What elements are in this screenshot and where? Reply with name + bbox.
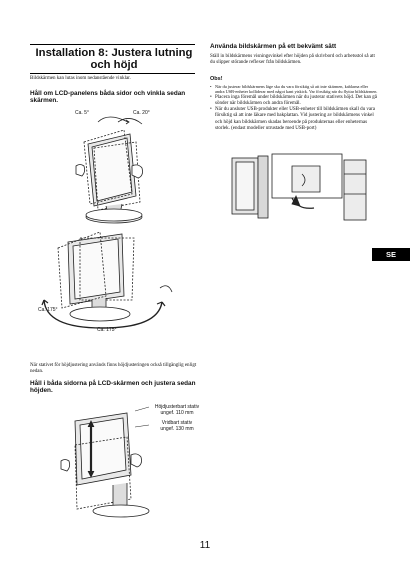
- intro-text: Bildskärmen kan lutas inom nedanstående vinklar.: [30, 76, 131, 81]
- swivel-note: När stativet för höjdjustering används finns höjdjusteringen också tillgänglig enligt nedan.: [30, 363, 197, 375]
- right-heading: Använda bildskärmen på ett bekvämt sätt: [210, 43, 337, 50]
- notes-label: Obs!: [210, 76, 223, 82]
- swivel-monitor-illustration: [40, 228, 190, 338]
- page-number: 11: [199, 540, 211, 551]
- note-item: • När du ansluter USB-produkter eller USB-enheter till bildskärmen skall du vara försiktig så att inte läkare med bakplattan. Vid justering av bildskärmens vinkel och höjd kan bildskärmen skadas beroende på produkternas eller enheternas storlek. (endast modeller utrustade med USB-port): [210, 107, 378, 132]
- rotatable-stand-value: ungef. 130 mm: [160, 425, 194, 432]
- section-title: Installation 8: Justera lutning och höjd: [35, 47, 193, 71]
- note-item: • När du justerar bildskärmens läge ska du vara försiktig så att inte skärmen, kablarna eller andra USB-enheter kolliderar med något kant ytskick. Var försiktig när du flyttar bildskärmen.: [210, 84, 378, 95]
- swivel-right-angle-label: Ca. 175°: [97, 327, 117, 333]
- tilt-heading: Håll om LCD-panelens båda sidor och vinkla sedan skärmen.: [30, 90, 186, 105]
- title-bottom-rule: [30, 73, 195, 74]
- notes-list: [210, 84, 378, 132]
- right-intro: Ställ in bildskärmens visningsvinkel efter höjden på skrivbord och arbetsstol så att du slipper störande reflexer från bildskärmen.: [210, 54, 375, 66]
- adjustable-stand-value: ungef. 110 mm: [160, 409, 194, 416]
- language-section-tab: SE: [372, 248, 410, 261]
- height-heading: Håll i båda sidorna på LCD-skärmen och justera sedan höjden.: [30, 380, 196, 395]
- note-item: • Placera inga föremål under bildskärmen när du justerar stativets höjd. Det kan gå sönder när bildskärmen och andra föremål.: [210, 95, 378, 108]
- rotatable-stand-name: Vridbart stativ: [161, 420, 193, 426]
- adjustable-stand-name: Höjdjusterbart stativ: [154, 404, 200, 410]
- usb-back-illustration: [232, 154, 372, 224]
- title-top-rule: [30, 44, 195, 45]
- tilt-back-angle-label: Ca. 20°: [133, 110, 150, 116]
- height-monitor-illustration: [55, 405, 175, 525]
- swivel-left-angle-label: Ca. 175°: [38, 307, 58, 313]
- tilt-monitor-illustration: [70, 114, 180, 226]
- tilt-front-angle-label: Ca. 5°: [75, 110, 89, 116]
